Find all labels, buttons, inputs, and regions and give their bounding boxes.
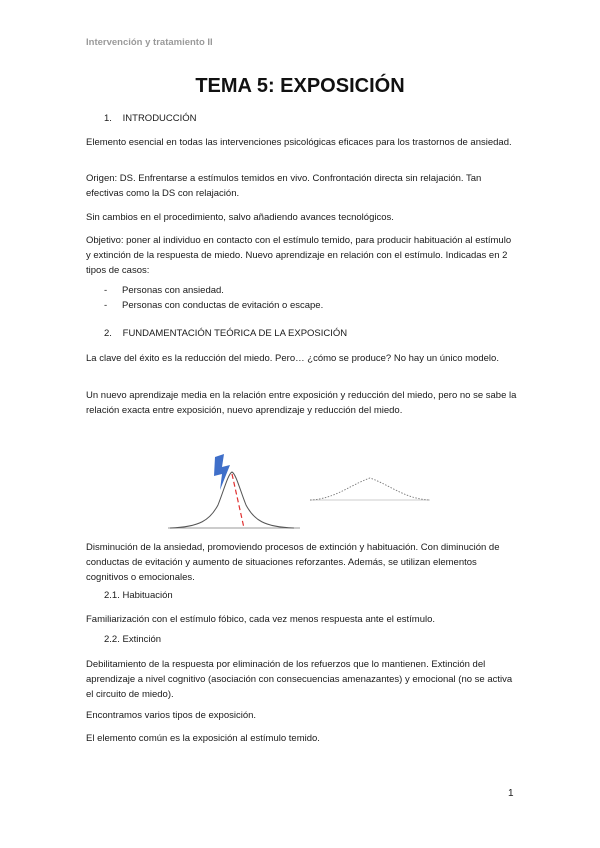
- running-header: Intervención y tratamiento II: [86, 37, 213, 48]
- page-number: 1: [508, 788, 514, 799]
- section-label: FUNDAMENTACIÓN TEÓRICA DE LA EXPOSICIÓN: [122, 328, 348, 339]
- left-bell-curve: [170, 472, 294, 528]
- section-number: 1.: [104, 113, 112, 124]
- paragraph-9: Debilitamiento de la respuesta por eliminación de los refuerzos que lo mantienen. Extinción del aprendizaje a nivel cognitivo (asociación con consecuencias amenazantes) y emocional (no se activa el circuito de miedo).: [86, 659, 513, 700]
- paragraph-8: Familiarización con el estímulo fóbico, cada vez menos respuesta ante el estímulo.: [86, 614, 436, 625]
- list-item-text: Personas con conductas de evitación o escape.: [122, 300, 324, 311]
- paragraph-6: Un nuevo aprendizaje media en la relación entre exposición y reducción del miedo, pero no se sabe la relación exacta entre exposición, nuevo aprendizaje y reducción del miedo.: [86, 390, 517, 416]
- list-item: - Personas con ansiedad.: [104, 285, 224, 296]
- page-title: TEMA 5: EXPOSICIÓN: [195, 75, 405, 97]
- subsection-heading-habituacion: 2.1. Habituación: [104, 590, 173, 601]
- figure-bell-curves: [160, 450, 460, 535]
- section-heading-fundamentacion: [104, 328, 347, 339]
- paragraph-5: La clave del éxito es la reducción del miedo. Pero… ¿cómo se produce? No hay un único modelo.: [86, 353, 499, 364]
- paragraph-3: Sin cambios en el procedimiento, salvo añadiendo avances tecnológicos.: [86, 212, 394, 223]
- paragraph-4: Objetivo: poner al individuo en contacto con el estímulo temido, para producir habituación al estímulo y extinción de la respuesta de miedo. Nuevo aprendizaje en relación con el estímulo. Indicadas en 2 tipos de casos:: [86, 235, 512, 276]
- list-item-text: Personas con ansiedad.: [122, 285, 224, 296]
- paragraph-2: Origen: DS. Enfrentarse a estímulos temidos en vivo. Confrontación directa sin relajación. Tan efectivas como la DS con relajación.: [86, 173, 482, 199]
- paragraph-7: Disminución de la ansiedad, promoviendo procesos de extinción y habituación. Con diminución de conductas de evitación y aumento de situaciones reforzantes. Además, se utilizan elementos cognitivos o emocionales.: [86, 542, 500, 583]
- right-bell-curve: [310, 478, 430, 500]
- section-number: 2.: [104, 328, 112, 339]
- paragraph-1: Elemento esencial en todas las intervenciones psicológicas eficaces para los trastornos de ansiedad.: [86, 137, 512, 148]
- subsection-heading-extincion: 2.2. Extinción: [104, 634, 162, 645]
- paragraph-11: El elemento común es la exposición al estímulo temido.: [86, 733, 320, 744]
- section-heading-introduccion: [104, 113, 197, 124]
- list-item: - Personas con conductas de evitación o escape.: [104, 300, 324, 311]
- lightning-icon: [214, 454, 230, 490]
- paragraph-10: Encontramos varios tipos de exposición.: [86, 710, 257, 721]
- section-label: INTRODUCCIÓN: [122, 113, 197, 124]
